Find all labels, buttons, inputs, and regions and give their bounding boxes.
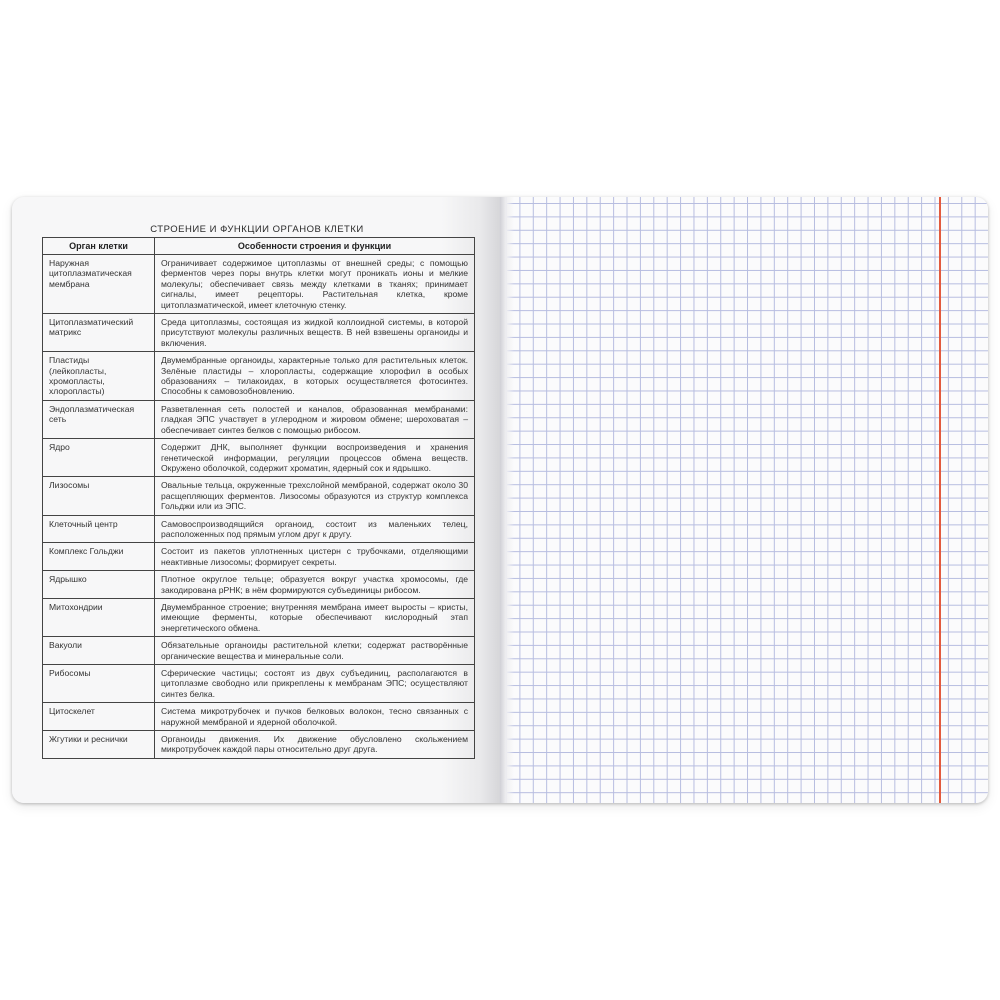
organ-name: Цитоплазматический матрикс	[43, 314, 155, 352]
header-description: Особенности строения и функции	[155, 238, 475, 255]
organ-name: Наружная цитоплазматическая мембрана	[43, 255, 155, 314]
table-row	[43, 598, 475, 636]
page-title: СТРОЕНИЕ И ФУНКЦИИ ОРГАНОВ КЛЕТКИ	[150, 224, 364, 235]
header-organ: Орган клетки	[43, 238, 155, 255]
organ-name: Рибосомы	[43, 665, 155, 703]
organ-description: Овальные тельца, окруженные трехслойной мембраной, содержат около 30 расщепляющих ферментов. Лизосомы образуются из структур комплекса Гольджи или из ЭПС.	[155, 477, 475, 515]
table-row	[43, 400, 475, 438]
organ-description: Система микротрубочек и пучков белковых волокон, тесно связанных с наружной мембраной и ядерной оболочкой.	[155, 703, 475, 731]
organ-description: Самовоспроизводящийся органоид, состоит из маленьких телец, расположенных под прямым углом друг к другу.	[155, 515, 475, 543]
table-row	[43, 731, 475, 759]
organ-name: Митохондрии	[43, 598, 155, 636]
table-header-row	[43, 238, 475, 255]
table-row	[43, 477, 475, 515]
organ-name: Жгутики и реснички	[43, 731, 155, 759]
organ-description: Ограничивает содержимое цитоплазмы от внешней среды; с помощью ферментов через поры внутрь клетки могут проникать ионы и мелкие молекулы; обеспечивает связь между клетками в тканях; принимает сигналы, имеет рецепторы. Растительная клетка, кроме цитоплазматической, имеет клеточную стенку.	[155, 255, 475, 314]
table-row	[43, 571, 475, 599]
notebook	[12, 197, 988, 803]
organ-description: Двумембранные органоиды, характерные только для растительных клеток. Зелёные пластиды – хлоропласты, содержащие хлорофил в особых образованиях – тилакоидах, в которых осуществляется фотосинтез. Способны к самовозобновлению.	[155, 352, 475, 401]
table-row	[43, 703, 475, 731]
table-row	[43, 665, 475, 703]
margin-line	[939, 197, 941, 803]
organ-description: Среда цитоплазмы, состоящая из жидкой коллоидной системы, в которой присутствуют молекулы различных веществ. В ней взвешены органоиды и включения.	[155, 314, 475, 352]
organ-name: Эндоплазматическая сеть	[43, 400, 155, 438]
organ-name: Цитоскелет	[43, 703, 155, 731]
organ-description: Сферические частицы; состоят из двух субъединиц, располагаются в цитоплазме свободно или прикреплены к мембранам ЭПС; осуществляют синтез белка.	[155, 665, 475, 703]
table-row	[43, 543, 475, 571]
organ-name: Вакуоли	[43, 637, 155, 665]
table-row	[43, 352, 475, 401]
table-row	[43, 439, 475, 477]
organ-description: Плотное округлое тельце; образуется вокруг участка хромосомы, где закодирована рРНК; в нём формируются субъединицы рибосом.	[155, 571, 475, 599]
grid-page	[500, 197, 988, 803]
table-row	[43, 255, 475, 314]
organ-name: Пластиды (лейкопласты, хромопласты, хлоропласты)	[43, 352, 155, 401]
table-row	[43, 637, 475, 665]
organ-description: Разветвленная сеть полостей и каналов, образованная мембранами: гладкая ЭПС участвует в углеродном и жировом обмене; шероховатая – обеспечивает синтез белков с помощью рибосом.	[155, 400, 475, 438]
organelle-table	[42, 237, 475, 759]
left-page	[12, 197, 500, 803]
organ-description: Обязательные органоиды растительной клетки; содержат растворённые органические вещества и минеральные соли.	[155, 637, 475, 665]
organ-description: Содержит ДНК, выполняет функции воспроизведения и хранения генетической информации, регуляции процессов обмена веществ. Окружено оболочкой, содержит хроматин, ядерный сок и ядрышко.	[155, 439, 475, 477]
table-row	[43, 314, 475, 352]
table-row	[43, 515, 475, 543]
organ-name: Клеточный центр	[43, 515, 155, 543]
organ-name: Ядрышко	[43, 571, 155, 599]
organ-description: Органоиды движения. Их движение обусловлено скольжением микротрубочек каждой пары относительно друг друга.	[155, 731, 475, 759]
organ-name: Комплекс Гольджи	[43, 543, 155, 571]
organ-name: Ядро	[43, 439, 155, 477]
organ-description: Состоит из пакетов уплотненных цистерн с трубочками, отделяющими неактивные лизосомы; формирует секреты.	[155, 543, 475, 571]
organ-description: Двумембранное строение; внутренняя мембрана имеет выросты – кристы, имеющие ферменты, которые обеспечивают кислородный этап энергетического обмена.	[155, 598, 475, 636]
organ-name: Лизосомы	[43, 477, 155, 515]
